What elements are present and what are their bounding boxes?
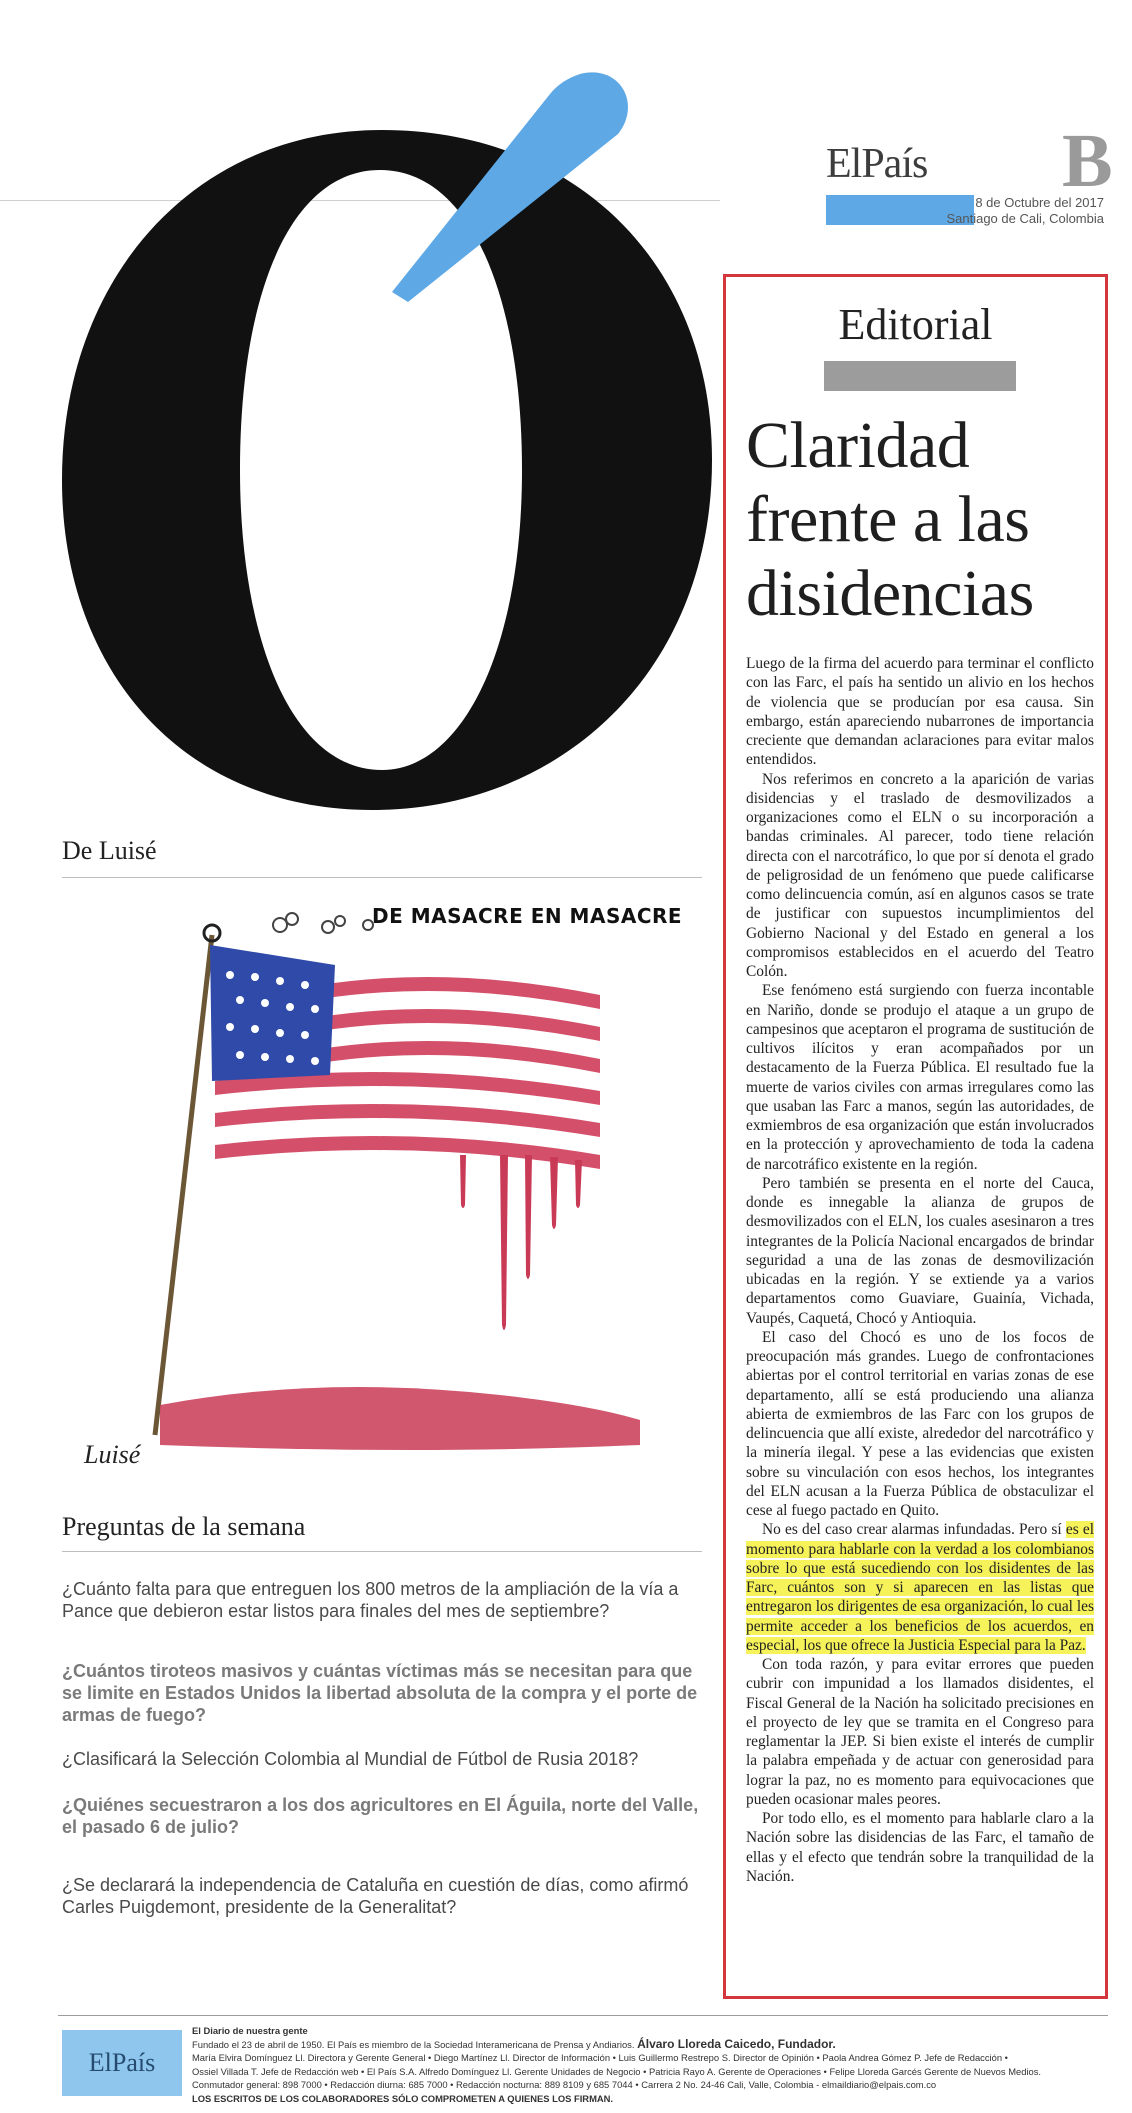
footer-line: Ossiel Villada T. Jefe de Redacción web • El País S.A. Alfredo Domínguez Ll. Gerente Unidades de Negocio • Patricia Rayo A. Gerente de Operaciones • Felipe Lloreda Garcés Gerente de Nuevos Medios. bbox=[192, 2065, 1042, 2077]
cartoonist-signature: Luisé bbox=[84, 1440, 141, 1469]
question-item: ¿Quiénes secuestraron a los dos agricultores en El Águila, norte del Valle, el pasado 6 de julio? bbox=[62, 1795, 699, 1837]
editorial-paragraph bbox=[746, 1520, 1094, 1655]
highlighted-text: es el momento para hablarle con la verdad a los colombianos sobre lo que está sucediendo con los disidentes de las Farc, cuántos son y si aparecen en las listas que entregaron los dirigentes de esa organización, lo cual les permite acceder a los beneficios de los acuerdos, en especial, los que ofrece la Justicia Especial para la Paz. bbox=[746, 1521, 1095, 1654]
footer-founder: Álvaro Lloreda Caicedo, Fundador. bbox=[637, 2036, 836, 2051]
editorial-paragraph: Nos referimos en concreto a la aparición de varias disidencias y el traslado de desmovilizados a organizaciones como el ELN o su incorporación a bandas criminales. Al parecer, todo tiene relación directa con el narcotráfico, lo que por sí denota el grado de peligrosidad de un fenómeno que puede calificarse como delincuencia común, así en algunos casos se trate de justificar con supuestos incumplimientos del Gobierno Nacional y del Estado en general a los compromisos establecidos en el acuerdo del Teatro Colón. bbox=[746, 770, 1094, 980]
cartoon-heading-rule bbox=[62, 877, 702, 878]
date-text: 8 de Octubre del 2017 bbox=[975, 195, 1104, 210]
paragraph-lead: No es del caso crear alarmas infundadas. Pero sí bbox=[762, 1521, 1062, 1539]
cartoon-heading: De Luisé bbox=[62, 836, 157, 865]
editorial-box bbox=[723, 274, 1108, 1999]
questions-heading: Preguntas de la semana bbox=[62, 1512, 306, 1541]
accent-mark-icon bbox=[380, 64, 640, 314]
place-text: Santiago de Cali, Colombia bbox=[946, 211, 1104, 226]
question-item: ¿Cuántos tiroteos masivos y cuántas víctimas más se necesitan para que se limite en Estados Unidos la libertad absoluta de la compra y el porte de armas de fuego? bbox=[62, 1661, 698, 1725]
masthead-logo[interactable]: ElPaís bbox=[826, 141, 928, 187]
question-item: ¿Se declarará la independencia de Cataluña en cuestión de días, como afirmó Carles Puigdemont, presidente de la Generalitat? bbox=[62, 1875, 689, 1917]
issue-date bbox=[946, 195, 1104, 227]
footer-tagline: El Diario de nuestra gente bbox=[192, 2025, 308, 2036]
editorial-paragraph: Por todo ello, es el momento para hablarle claro a la Nación sobre las disidencias de las Farc, el tamaño de ellas y el efecto que tendrán sobre la tranquilidad de la Nación. bbox=[746, 1810, 1094, 1885]
question-item: ¿Cuánto falta para que entreguen los 800 metros de la ampliación de la vía a Pance que debieron estar listos para finales del mes de septiembre? bbox=[62, 1579, 679, 1621]
editorial-paragraph: El caso del Chocó es uno de los focos de preocupación más grandes. Luego de confrontaciones abiertas por el control territorial en varias zonas de ese departamento, allí se está produciendo una alianza abierta de exmiembros de las Farc con los grupos de delincuencia que allí existe, alrededor del narcotráfico y la minería ilegal. Y pese a las evidencias que existen sobre su vinculación con esos hechos, los integrantes del ELN acusan a la Fuerza Pública de obstaculizar el cese al fuego pactado en Quito. bbox=[746, 1328, 1094, 1519]
section-letter: B bbox=[1062, 119, 1113, 203]
editorial-body bbox=[746, 654, 1094, 1886]
questions-heading-rule bbox=[62, 1551, 702, 1552]
editorial-paragraph: Luego de la firma del acuerdo para terminar el conflicto con las Farc, el país ha sentido un alivio en los hechos de violencia que se producían por esa causa. Sin embargo, están apareciendo nubarrones de importancia creciente que demandan aclaraciones para evitar malos entendidos. bbox=[746, 655, 1094, 769]
footer-disclaimer: LOS ESCRITOS DE LOS COLABORADORES SÓLO COMPROMETEN A QUIENES LOS FIRMAN. bbox=[192, 2092, 614, 2104]
cartoon-caption: DE MASACRE EN MASACRE bbox=[372, 904, 683, 928]
footer-credits bbox=[192, 2024, 1102, 2106]
footer-line: María Elvira Domínguez Ll. Directora y Gerente General • Diego Martínez Ll. Director de Información • Luis Guillermo Restrepo S. Director de Opinión • Paola Andrea Gómez P. Jefe de Redacción • bbox=[192, 2052, 1008, 2064]
flag-cartoon-illustration bbox=[120, 904, 683, 1465]
editorial-paragraph: Con toda razón, y para evitar errores que pueden cubrir con impunidad a los llamados disidentes, el Fiscal General de la Nación ha solicitado precisiones en el proyecto de ley que se tramita en el Congreso para reglamentar la JEP. Si bien existe el interés de cumplir la palabra empeñada y de actuar con generosidad para lograr la paz, no es momento para equivocaciones que pueden ocasionar males peores. bbox=[746, 1656, 1094, 1808]
editorial-headline: Claridad frente a las disidencias bbox=[746, 409, 1034, 630]
footer-line: Conmutador general: 898 7000 • Redacción diurna: 685 7000 • Redacción nocturna: 889 8109 y 685 7044 • Carrera 2 No. 24-46 Cali, Valle, Colombia - elmaildiario@elpais.com.co bbox=[192, 2079, 937, 2091]
question-item: ¿Clasificará la Selección Colombia al Mundial de Fútbol de Rusia 2018? bbox=[62, 1749, 639, 1769]
footer-line: Fundado el 23 de abril de 1950. El País es miembro de la Sociedad Interamericana de Prensa y Andiarios. bbox=[192, 2038, 635, 2050]
footer-founding bbox=[192, 2038, 1102, 2052]
footer-rule bbox=[58, 2015, 1108, 2016]
editorial-paragraph: Ese fenómeno está surgiendo con fuerza incontable en Nariño, donde se produjo el ataque a un grupo de campesinos que aceptaron el programa de sustitución de cultivos ilícitos y eran acompañados por un destacamento de la Fuerza Pública. El resultado fue la muerte de varios civiles con armas irregulares como las que usaban las Farc a manos, según las autoridades, de exmiembros de esa organización que están involucrados en la protección y aprovechamiento de toda la cadena de narcotráfico existente en la región. bbox=[746, 982, 1094, 1173]
footer-logo[interactable]: ElPaís bbox=[62, 2030, 182, 2096]
editorial-label-bar bbox=[824, 361, 1016, 391]
editorial-paragraph: Pero también se presenta en el norte del Cauca, donde es innegable la alianza de grupos de desmovilizados con el ELN, los cuales asesinaron a tres integrantes de la Policía Nacional encargados de brindar seguridad a una de las zonas de desmovilización ubicadas en la región. Y se extiende ya a varios departamentos como Guaviare, Guainía, Vichada, Vaupés, Caquetá, Chocó y Antioquia. bbox=[746, 1174, 1094, 1327]
editorial-label: Editorial bbox=[838, 300, 993, 349]
